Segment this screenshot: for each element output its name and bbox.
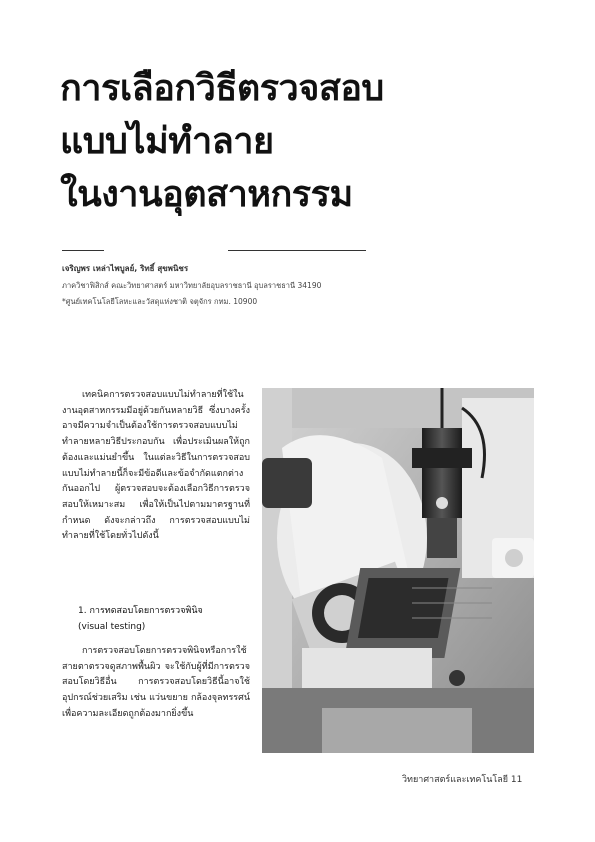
affiliation-2: *ศูนย์เทคโนโลยีโลหะและวัสดุแห่งชาติ จตุจักร กทม. 10900: [62, 297, 258, 306]
section-1-body: การตรวจสอบโดยการตรวจพินิจหรือการใช้สายตาตรวจดูสภาพพื้นผิว จะใช้กับผู้ที่มีการตรวจสอบโดยวิธีอื่น การตรวจสอบโดยวิธีนี้อาจใช้อุปกรณ์ช่วยเสริม เช่น แว่นขยาย กล้องจุลทรรศน์ เพื่อความละเอียดถูกต้องมากยิ่งขึ้น: [62, 646, 250, 719]
intro-paragraph: เทคนิคการตรวจสอบแบบไม่ทำลายที่ใช้ในงานอุตสาหกรรมมีอยู่ด้วยกันหลายวิธี ซึ่งบางครั้งอาจมีความจำเป็นต้องใช้การตรวจสอบแบบไม่ทำลายหลายวิธีประกอบกัน เพื่อประเมินผลให้ถูกต้องและแม่นยำขึ้น ในแต่ละวิธีในการตรวจสอบแบบไม่ทำลายนี้ก็จะมีข้อดีและข้อจำกัดแตกต่างกันออกไป ผู้ตรวจสอบจะต้องเลือกวิธีการตรวจสอบให้เหมาะสม เพื่อให้เป็นไปตามมาตรฐานที่กำหนด ดังจะกล่าวถึง การตรวจสอบแบบไม่ทำลายที่ใช้โดยทั่วไปดังนี้: [62, 390, 250, 542]
affiliation-1: ภาควิชาฟิสิกส์ คณะวิทยาศาสตร์ มหาวิทยาลัยอุบลราชธานี อุบลราชธานี 34190: [62, 281, 322, 290]
article-photo: [262, 388, 534, 753]
divider-short: [62, 250, 104, 251]
title-line-3: ในงานอุตสาหกรรม: [60, 174, 353, 215]
page-footer: วิทยาศาสตร์และเทคโนโลยี 11: [402, 775, 523, 785]
intro-column: [62, 388, 250, 545]
section-heading-en: (visual testing): [78, 622, 146, 632]
section-heading: 1. การทดสอบโดยการตรวจพินิจ: [78, 606, 203, 616]
section-1-column: [62, 644, 250, 723]
title-line-2: แบบไม่ทำลาย: [60, 121, 274, 162]
article-title: [60, 62, 384, 221]
divider-long: [228, 250, 366, 251]
inspection-machine-photo: [262, 388, 534, 753]
author-line: เจริญพร เหล่าไพบูลย์, ริทธิ์ สุขพนิชร: [62, 264, 189, 273]
title-line-1: การเลือกวิธีตรวจสอบ: [60, 68, 384, 109]
